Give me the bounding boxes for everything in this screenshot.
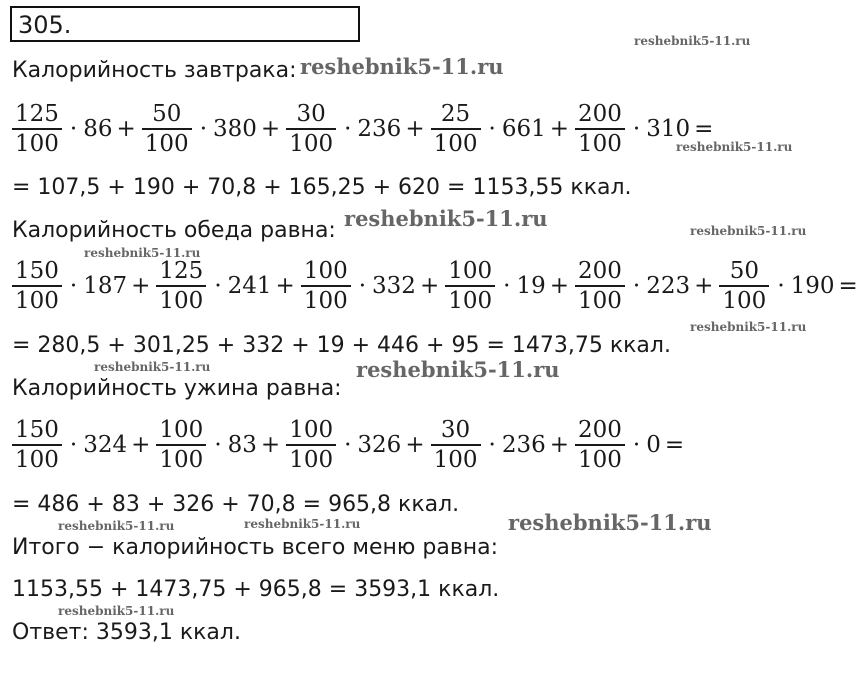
plus-sign: + bbox=[549, 116, 569, 142]
multiply-dot: · bbox=[632, 432, 641, 458]
fraction-denominator: 100 bbox=[303, 288, 348, 314]
fraction bbox=[719, 257, 769, 315]
fraction bbox=[286, 416, 336, 474]
multiply-dot: · bbox=[69, 432, 78, 458]
fraction-numerator: 125 bbox=[159, 258, 204, 284]
multiplier: 332 bbox=[372, 273, 416, 299]
multiplier: 236 bbox=[501, 432, 546, 458]
fraction-numerator: 30 bbox=[296, 101, 326, 127]
fraction-denominator: 100 bbox=[15, 447, 59, 473]
plus-sign: + bbox=[694, 273, 714, 299]
fraction bbox=[575, 100, 625, 158]
fraction bbox=[575, 416, 625, 474]
watermark: reshebnik5-11.ru bbox=[690, 320, 807, 334]
fraction-numerator: 200 bbox=[578, 101, 622, 127]
dinner-result: = 486 + 83 + 326 + 70,8 = 965,8 ккал. bbox=[12, 492, 460, 517]
fraction bbox=[431, 100, 481, 158]
plus-sign: + bbox=[405, 432, 425, 458]
multiply-dot: · bbox=[69, 116, 78, 142]
multiply-dot: · bbox=[503, 273, 511, 299]
fraction-denominator: 100 bbox=[15, 131, 59, 157]
fraction-numerator: 100 bbox=[448, 258, 493, 284]
watermark: reshebnik5-11.ru bbox=[300, 54, 504, 79]
watermark: reshebnik5-11.ru bbox=[634, 34, 751, 48]
multiplier: 380 bbox=[213, 116, 257, 142]
equals-sign: = bbox=[694, 116, 714, 142]
multiply-dot: · bbox=[488, 432, 496, 458]
multiplier: 326 bbox=[357, 432, 402, 458]
multiply-dot: · bbox=[488, 116, 496, 142]
fraction-numerator: 200 bbox=[578, 417, 622, 443]
fraction bbox=[12, 257, 62, 315]
multiply-dot: · bbox=[344, 116, 352, 142]
multiply-dot: · bbox=[214, 432, 222, 458]
fraction-denominator: 100 bbox=[159, 447, 204, 473]
watermark: reshebnik5-11.ru bbox=[508, 510, 712, 535]
multiplier: 83 bbox=[227, 432, 257, 458]
lunch-result: = 280,5 + 301,25 + 332 + 19 + 446 + 95 = 1473,75 ккал. bbox=[12, 333, 671, 358]
fraction-numerator: 150 bbox=[15, 417, 59, 443]
multiplier: 19 bbox=[516, 273, 546, 299]
plus-sign: + bbox=[549, 432, 569, 458]
watermark: reshebnik5-11.ru bbox=[244, 517, 361, 531]
multiply-dot: · bbox=[69, 273, 78, 299]
multiplier: 661 bbox=[501, 116, 546, 142]
problem-number-box bbox=[10, 6, 360, 42]
total-equation: 1153,55 + 1473,75 + 965,8 = 3593,1 ккал. bbox=[12, 577, 500, 602]
multiplier: 187 bbox=[83, 273, 128, 299]
watermark: reshebnik5-11.ru bbox=[344, 206, 548, 231]
multiplier: 190 bbox=[790, 273, 835, 299]
fraction-numerator: 30 bbox=[440, 417, 471, 443]
fraction bbox=[431, 416, 481, 474]
fraction-numerator: 50 bbox=[152, 101, 182, 127]
plus-sign: + bbox=[116, 116, 136, 142]
watermark: reshebnik5-11.ru bbox=[676, 140, 793, 154]
plus-sign: + bbox=[131, 273, 151, 299]
plus-sign: + bbox=[260, 116, 281, 142]
plus-sign: + bbox=[260, 432, 281, 458]
fraction-denominator: 100 bbox=[289, 447, 334, 473]
breakfast-result: = 107,5 + 190 + 70,8 + 165,25 + 620 = 1153,55 ккал. bbox=[12, 175, 632, 200]
fraction bbox=[12, 100, 62, 158]
multiply-dot: · bbox=[632, 116, 641, 142]
multiplier: 86 bbox=[83, 116, 113, 142]
multiplier: 223 bbox=[646, 273, 691, 299]
plus-sign: + bbox=[131, 432, 151, 458]
multiply-dot: · bbox=[344, 432, 352, 458]
fraction-numerator: 100 bbox=[303, 258, 348, 284]
fraction bbox=[575, 257, 625, 315]
watermark: reshebnik5-11.ru bbox=[84, 246, 201, 260]
equals-sign: = bbox=[664, 432, 685, 458]
equals-sign: = bbox=[838, 273, 858, 299]
fraction-denominator: 100 bbox=[159, 288, 204, 314]
fraction-denominator: 100 bbox=[578, 447, 622, 473]
fraction-denominator: 100 bbox=[578, 288, 622, 314]
multiplier: 310 bbox=[646, 116, 691, 142]
watermark: reshebnik5-11.ru bbox=[690, 224, 807, 238]
fraction bbox=[301, 257, 351, 315]
breakfast-title: Калорийность завтрака: bbox=[12, 58, 297, 83]
fraction-denominator: 100 bbox=[722, 288, 767, 314]
fraction-denominator: 100 bbox=[144, 131, 189, 157]
watermark: reshebnik5-11.ru bbox=[58, 519, 175, 533]
fraction-numerator: 100 bbox=[289, 417, 334, 443]
dinner-title: Калорийность ужина равна: bbox=[12, 376, 342, 401]
multiplier: 241 bbox=[227, 273, 272, 299]
multiply-dot: · bbox=[358, 273, 367, 299]
multiplier: 236 bbox=[357, 116, 402, 142]
watermark: reshebnik5-11.ru bbox=[356, 357, 560, 382]
fraction bbox=[286, 100, 336, 158]
plus-sign: + bbox=[419, 273, 440, 299]
multiply-dot: · bbox=[777, 273, 785, 299]
plus-sign: + bbox=[405, 116, 425, 142]
multiplier: 0 bbox=[646, 432, 661, 458]
fraction bbox=[12, 416, 62, 474]
multiply-dot: · bbox=[632, 273, 641, 299]
fraction-denominator: 100 bbox=[433, 131, 478, 157]
fraction-denominator: 100 bbox=[289, 131, 334, 157]
dinner-equation bbox=[10, 416, 688, 474]
fraction-denominator: 100 bbox=[15, 288, 59, 314]
fraction bbox=[156, 416, 206, 474]
fraction-numerator: 200 bbox=[578, 258, 622, 284]
fraction-denominator: 100 bbox=[578, 131, 622, 157]
lunch-title: Калорийность обеда равна: bbox=[12, 218, 336, 243]
answer: Ответ: 3593,1 ккал. bbox=[12, 620, 241, 645]
fraction-numerator: 150 bbox=[15, 258, 59, 284]
fraction-denominator: 100 bbox=[448, 288, 493, 314]
fraction-numerator: 25 bbox=[440, 101, 471, 127]
multiply-dot: · bbox=[214, 273, 222, 299]
watermark: reshebnik5-11.ru bbox=[94, 360, 211, 374]
fraction-numerator: 125 bbox=[15, 101, 59, 127]
watermark: reshebnik5-11.ru bbox=[58, 604, 175, 618]
fraction-numerator: 100 bbox=[159, 417, 204, 443]
problem-number: 305. bbox=[18, 11, 72, 39]
fraction bbox=[142, 100, 192, 158]
fraction bbox=[156, 257, 206, 315]
fraction-denominator: 100 bbox=[433, 447, 478, 473]
fraction-numerator: 50 bbox=[729, 258, 759, 284]
multiply-dot: · bbox=[199, 116, 207, 142]
breakfast-equation bbox=[10, 100, 717, 158]
plus-sign: + bbox=[549, 273, 569, 299]
total-title: Итого − калорийность всего меню равна: bbox=[12, 535, 499, 560]
multiplier: 324 bbox=[83, 432, 128, 458]
fraction bbox=[445, 257, 495, 315]
plus-sign: + bbox=[275, 273, 295, 299]
lunch-equation bbox=[10, 257, 862, 315]
